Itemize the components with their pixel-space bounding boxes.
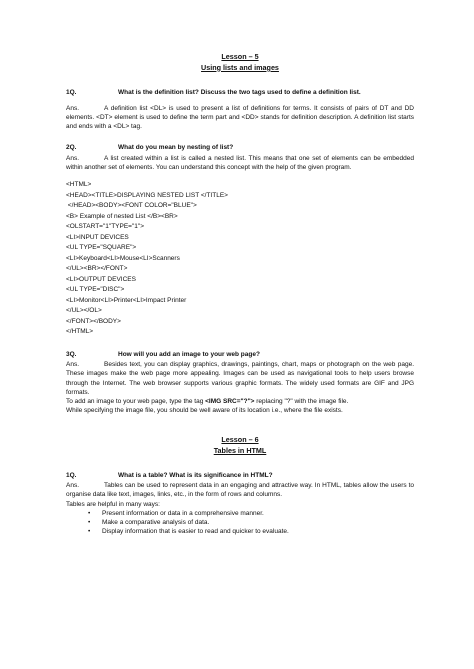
answer-label: Ans. — [66, 482, 80, 490]
answer-label: Ans. — [66, 154, 80, 162]
code-line: <LI>Monitor<LI>Printer<LI>Impact Printer — [66, 296, 187, 304]
question-3 — [66, 350, 414, 359]
lesson-6-title: Tables in HTML — [213, 446, 267, 456]
question-text: What do you mean by nesting of list? — [118, 144, 234, 152]
answer-text: Tables can be used to represent data in an engaging and attractive way. In HTML, tables allow the users to organise data like text, images, links, etc., in the form of rows and columns. — [66, 482, 414, 499]
question-1 — [66, 471, 414, 480]
lesson-6-heading: Lesson – 6 — [221, 435, 259, 445]
code-line: <HEAD><TITLE>DISPLAYING NESTED LIST </TITLE> — [66, 191, 228, 199]
code-block — [66, 180, 414, 338]
answer-text: Besides text, you can display graphics, drawings, paintings, chart, maps or photograph on the web page. These images make the web page more appealing. Images can be used as navigational tools to help users browse through the Internet. The web browser supports various graphic formats. The widely used formats are GIF and JPG formats. — [66, 361, 414, 396]
answer-label: Ans. — [66, 361, 80, 369]
answer-text: A list created within a list is called a nested list. This means that one set of elements can be embedded within another set of elements. You can understand this concept with the help of the given program. — [66, 154, 414, 171]
question-number: 3Q. — [66, 350, 77, 358]
list-item: • Display information that is easier to read and quicker to evaluate. — [102, 527, 414, 536]
code-line: <LI>Keyboard<LI>Mouse<LI>Scanners — [66, 254, 180, 262]
answer-3 — [66, 360, 414, 397]
answer-3-extra-2: While specifying the image file, you should be well aware of its location i.e., where the file exists. — [66, 407, 343, 415]
code-line: <UL TYPE="DISC"> — [66, 286, 125, 294]
code-line: <LI>INPUT DEVICES — [66, 233, 129, 241]
answer-3-extra — [66, 397, 414, 406]
answer-1 — [66, 481, 414, 499]
list-item: • Make a comparative analysis of data. — [102, 518, 414, 527]
code-line: <LI>OUTPUT DEVICES — [66, 275, 136, 283]
answer-text: A definition list <DL> is used to present a list of definitions for terms. It consists of pairs of DT and DD elements. <DT> element is used to define the term part and <DD> stands for definition description. A definition list starts and ends with a <DL> tag. — [66, 104, 414, 131]
answer-label: Ans. — [66, 104, 80, 112]
question-1 — [66, 88, 414, 97]
question-number: 1Q. — [66, 88, 77, 96]
answer-text: replacing "?" with the image file. — [254, 397, 349, 405]
code-line: </UL><BR></FONT> — [66, 265, 128, 273]
question-text: What is the definition list? Discuss the two tags used to define a definition list. — [118, 88, 361, 96]
answer-2 — [66, 154, 414, 172]
question-number: 2Q. — [66, 144, 77, 152]
answer-text: To add an image to your web page, type the tag — [66, 397, 206, 405]
question-2 — [66, 143, 414, 152]
question-text: How will you add an image to your web page? — [118, 350, 260, 358]
img-tag-text: <IMG SRC="?"> — [205, 397, 255, 405]
code-line: </UL></OL> — [66, 307, 102, 315]
code-line: <HTML> — [66, 181, 92, 189]
question-number: 1Q. — [66, 471, 77, 479]
list-item: • Present information or data in a comprehensive manner. — [102, 509, 414, 518]
code-line: <OLSTART="1"TYPE="1"> — [66, 223, 144, 231]
lesson-5-heading: Lesson – 5 — [221, 52, 259, 61]
question-text: What is a table? What is its significance in HTML? — [118, 471, 273, 479]
lesson-5-title: Using lists and images — [201, 62, 279, 72]
code-line: </FONT></BODY> — [66, 317, 121, 325]
code-line: </HTML> — [66, 328, 94, 336]
bullet-list — [66, 509, 414, 537]
code-line: <B> Example of nested List </B><BR> — [66, 212, 178, 220]
code-line: </HEAD><BODY><FONT COLOR="BLUE"> — [66, 202, 197, 210]
tables-helpful-text: Tables are helpful in many ways: — [66, 500, 160, 508]
code-line: <UL TYPE="SQUARE"> — [66, 244, 137, 252]
answer-1 — [66, 104, 414, 132]
